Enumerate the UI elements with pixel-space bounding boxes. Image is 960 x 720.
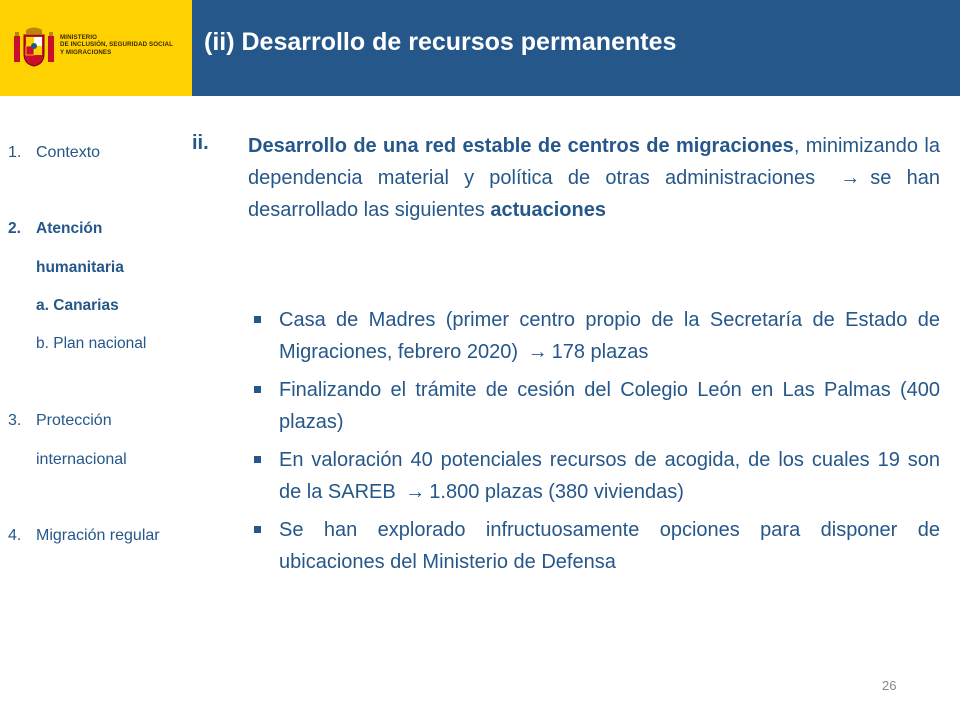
list-item	[248, 304, 940, 368]
right-arrow-icon: →	[527, 341, 548, 363]
list-item	[248, 444, 940, 508]
title-bar	[192, 0, 960, 96]
sidebar-item-number: 2.	[8, 220, 21, 237]
ministry-line-2: DE INCLUSIÓN, SEGURIDAD SOCIAL	[60, 41, 174, 49]
sidebar-item-contexto[interactable]	[8, 144, 100, 162]
ministry-name	[60, 34, 190, 56]
sidebar-item-label: Contexto	[36, 144, 101, 161]
sidebar-item-atencion-humanitaria[interactable]	[8, 220, 102, 238]
bullet-text-after: 1.800 plazas (380 viviendas)	[429, 481, 684, 503]
bullet-text-after: 178 plazas	[551, 341, 649, 363]
list-item	[248, 514, 940, 578]
bullet-square-icon	[254, 316, 261, 323]
sidebar-item-migracion-regular[interactable]	[8, 527, 160, 545]
sidebar-item-number: 1.	[8, 144, 22, 161]
section-numeral: ii.	[192, 132, 209, 154]
bullet-square-icon	[254, 456, 261, 463]
page-number: 26	[882, 678, 897, 693]
intro-bold-end: actuaciones	[490, 199, 606, 221]
sidebar-subitem-number: a.	[36, 297, 49, 314]
sidebar-item-label-line2: humanitaria	[36, 259, 124, 276]
sidebar-item-label: Protección	[36, 412, 112, 429]
sidebar-item-label: Migración regular	[36, 527, 160, 544]
ministry-line-1: MINISTERIO	[60, 34, 98, 41]
bullet-list	[248, 304, 940, 584]
sidebar-subitem-canarias[interactable]	[36, 297, 119, 315]
bullet-text: Se han explorado infructuosamente opciones para disponer de ubicaciones del Ministerio de Defensa	[279, 519, 940, 573]
bullet-text: Casa de Madres (primer centro propio de la Secretaría de Estado de Migraciones, febrero 2020)	[279, 309, 940, 363]
sidebar-subitem-label: Canarias	[53, 297, 119, 314]
list-item	[248, 374, 940, 438]
sidebar-item-proteccion-internacional[interactable]	[8, 412, 112, 430]
sidebar-item-label: Atención	[36, 220, 103, 237]
coat-of-arms-icon	[12, 26, 56, 70]
sidebar-item-label-line2: internacional	[36, 451, 127, 468]
slide-title: (ii) Desarrollo de recursos permanentes	[204, 28, 677, 56]
intro-text-after-arrow: se han desarrollado las siguientes	[248, 167, 940, 221]
intro-bold-text: Desarrollo de una red estable de centros de migraciones	[248, 135, 794, 157]
sidebar-subitem-label: Plan nacional	[53, 335, 147, 352]
sidebar-item-number: 3.	[8, 412, 22, 429]
bullet-square-icon	[254, 386, 261, 393]
right-arrow-icon: →	[405, 481, 426, 503]
bullet-text: Finalizando el trámite de cesión del Colegio León en Las Palmas (400 plazas)	[279, 379, 940, 433]
sidebar-subitem-number: b.	[36, 335, 49, 352]
intro-paragraph	[248, 130, 940, 226]
ministry-logo	[0, 0, 192, 96]
right-arrow-icon: →	[840, 167, 861, 189]
sidebar-subitem-plan-nacional[interactable]	[36, 335, 146, 353]
sidebar-item-number: 4.	[8, 527, 22, 544]
ministry-line-3: Y MIGRACIONES	[60, 48, 112, 56]
bullet-text: En valoración 40 potenciales recursos de acogida, de los cuales 19 son de la SAREB	[279, 449, 940, 503]
intro-text: , minimizando la dependencia material y política de otras administraciones	[248, 135, 940, 189]
bullet-square-icon	[254, 526, 261, 533]
